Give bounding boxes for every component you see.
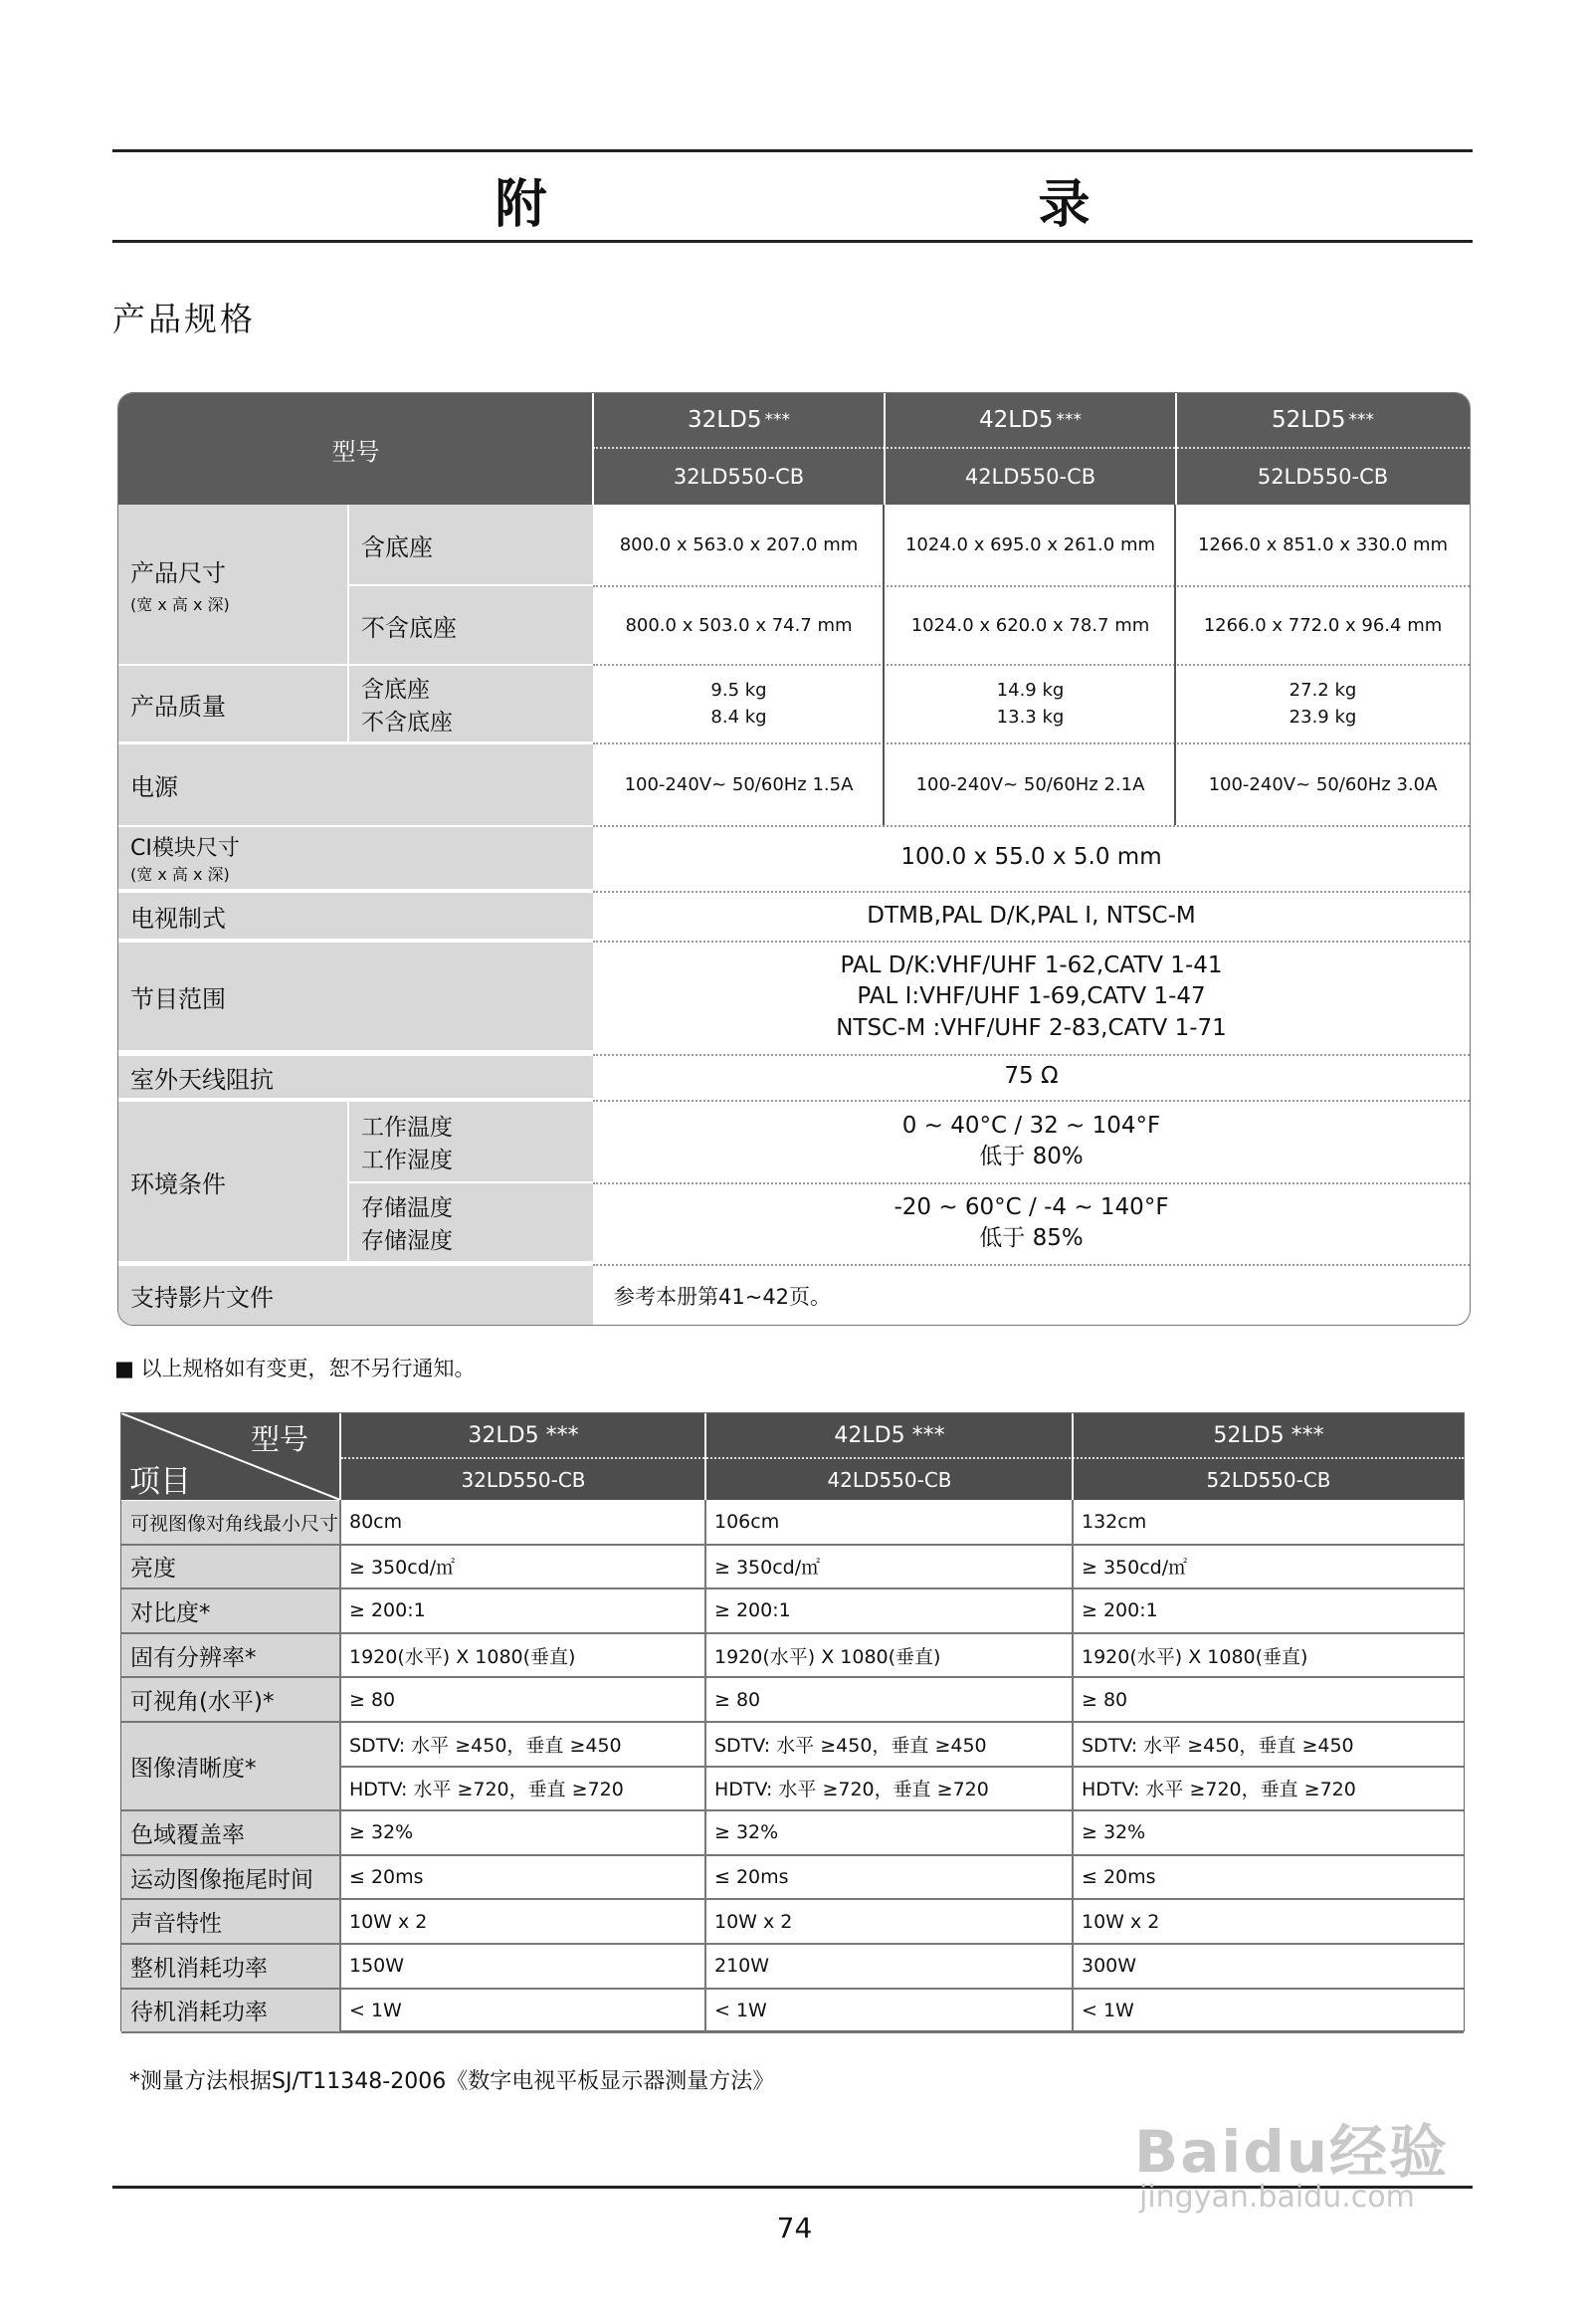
env-op-values: 0 ~ 40°C / 32 ~ 104°F 低于 80%	[901, 1112, 1161, 1169]
perf-cell: 210W	[714, 1955, 770, 1978]
submodel-header-3: 52LD550-CB	[1257, 465, 1389, 489]
weight-label: 产品质量	[118, 666, 347, 741]
perf-row-label: 亮度	[121, 1546, 339, 1588]
perf-cell: ≥ 350cd/㎡	[1082, 1557, 1188, 1580]
movie-value: 参考本册第41~42页。	[614, 1284, 832, 1309]
perf-cell: ≥ 350cd/㎡	[714, 1557, 821, 1580]
perf-cell: SDTV: 水平 ≥450，垂直 ≥450	[1082, 1734, 1354, 1757]
perf-cell: ≤ 20ms	[714, 1866, 789, 1889]
weight-1: 9.5 kg 8.4 kg	[710, 680, 767, 728]
perf-cell: 10W x 2	[349, 1910, 428, 1933]
perf-cell: ≥ 32%	[714, 1821, 779, 1844]
perf-cell: SDTV: 水平 ≥450，垂直 ≥450	[349, 1734, 622, 1757]
antenna-value: 75 Ω	[1004, 1063, 1059, 1090]
antenna-label: 室外天线阻抗	[118, 1056, 593, 1098]
watermark-url: jingyan.baidu.com	[1139, 2180, 1415, 2215]
perf-cell: 300W	[1082, 1955, 1137, 1978]
perf-cell: 106cm	[714, 1511, 780, 1534]
change-note: ■ 以上规格如有变更，恕不另行通知。	[114, 1357, 476, 1380]
perf-row-label: 图像清晰度*	[121, 1723, 339, 1809]
size-without-1: 800.0 x 503.0 x 74.7 mm	[625, 614, 853, 636]
size-without-3: 1266.0 x 772.0 x 96.4 mm	[1203, 614, 1443, 636]
perf-row-label: 固有分辨率*	[121, 1634, 339, 1677]
perf-cell: 1920(水平) X 1080(垂直)	[1082, 1645, 1308, 1668]
performance-table	[120, 1412, 1465, 2031]
perf-cell: ≥ 32%	[1082, 1821, 1146, 1844]
top-rule	[112, 149, 1473, 152]
perf-model-2: 42LD5 ***	[834, 1422, 945, 1448]
perf-cell: 132cm	[1082, 1511, 1147, 1534]
page-title: 附 录	[495, 175, 1220, 235]
watermark-logo: Baidu经验	[1134, 2118, 1450, 2186]
env-label: 环境条件	[118, 1102, 347, 1261]
perf-cell: < 1W	[714, 1999, 767, 2021]
perf-row-label: 可视角(水平)*	[121, 1678, 339, 1721]
perf-cell: SDTV: 水平 ≥450，垂直 ≥450	[714, 1734, 987, 1757]
perf-submodel-3: 52LD550-CB	[1206, 1467, 1331, 1492]
perf-cell: ≥ 350cd/㎡	[349, 1557, 456, 1580]
perf-cell: ≤ 20ms	[1082, 1866, 1156, 1889]
size-with-stand-label: 含底座	[349, 505, 593, 584]
perf-cell: 150W	[349, 1955, 405, 1978]
perf-submodel-1: 32LD550-CB	[461, 1467, 586, 1492]
power-label: 电源	[118, 744, 593, 825]
perf-row-label: 运动图像拖尾时间	[121, 1856, 339, 1899]
perf-cell: < 1W	[1082, 1999, 1134, 2021]
ci-value: 100.0 x 55.0 x 5.0 mm	[900, 844, 1162, 871]
env-st-labels: 存储温度 存储湿度	[349, 1183, 593, 1261]
tv-system-value: DTMB,PAL D/K,PAL I, NTSC-M	[867, 903, 1196, 930]
perf-cell: ≥ 200:1	[349, 1599, 426, 1622]
perf-model-label: 型号	[251, 1421, 309, 1456]
perf-row-label: 对比度*	[121, 1589, 339, 1632]
power-1: 100-240V~ 50/60Hz 1.5A	[624, 774, 854, 795]
range-value: PAL D/K:VHF/UHF 1-62,CATV 1-41 PAL I:VHF/UHF 1-69,CATV 1-47 NTSC-M :VHF/UHF 2-83,CATV 1-71	[836, 952, 1227, 1041]
perf-cell: 80cm	[349, 1511, 403, 1534]
perf-row-label: 待机消耗功率	[121, 1990, 339, 2032]
perf-row-label: 声音特性	[121, 1900, 339, 1943]
perf-cell: 10W x 2	[714, 1910, 793, 1933]
perf-row-label: 可视图像对角线最小尺寸	[121, 1501, 339, 1544]
title-rule	[112, 240, 1473, 243]
perf-cell: ≥ 80	[349, 1688, 396, 1711]
perf-cell: 10W x 2	[1082, 1910, 1160, 1933]
perf-cell: 1920(水平) X 1080(垂直)	[714, 1645, 941, 1668]
size-without-2: 1024.0 x 620.0 x 78.7 mm	[910, 614, 1150, 636]
submodel-header-1: 32LD550-CB	[673, 465, 805, 489]
submodel-header-2: 42LD550-CB	[964, 465, 1096, 489]
perf-cell: ≥ 200:1	[714, 1599, 791, 1622]
model-header-2: 42LD5 ***	[979, 407, 1082, 433]
perf-cell: < 1W	[349, 1999, 402, 2021]
perf-cell: ≥ 32%	[349, 1821, 414, 1844]
size-with-3: 1266.0 x 851.0 x 330.0 mm	[1197, 533, 1449, 555]
movie-label: 支持影片文件	[118, 1266, 593, 1325]
size-with-1: 800.0 x 563.0 x 207.0 mm	[619, 533, 859, 555]
page-number: 74	[776, 2212, 813, 2244]
tv-system-label: 电视制式	[118, 893, 593, 939]
ci-label: CI模块尺寸 (宽 x 高 x 深)	[118, 827, 593, 889]
env-op-labels: 工作温度 工作湿度	[349, 1102, 593, 1181]
weight-2: 14.9 kg 13.3 kg	[996, 680, 1065, 728]
perf-model-3: 52LD5 ***	[1213, 1422, 1324, 1448]
perf-item-label: 项目	[129, 1463, 191, 1500]
size-without-stand-label: 不含底座	[349, 586, 593, 664]
model-header-3: 52LD5 ***	[1272, 407, 1374, 433]
footnote: *测量方法根据SJ/T11348-2006《数字电视平板显示器测量方法》	[129, 2069, 775, 2094]
perf-cell: 1920(水平) X 1080(垂直)	[349, 1645, 576, 1668]
perf-cell: HDTV: 水平 ≥720，垂直 ≥720	[349, 1779, 624, 1801]
power-3: 100-240V~ 50/60Hz 3.0A	[1208, 774, 1438, 795]
weight-3: 27.2 kg 23.9 kg	[1289, 680, 1357, 728]
range-label: 节目范围	[118, 943, 593, 1050]
size-with-2: 1024.0 x 695.0 x 261.0 mm	[904, 533, 1156, 555]
weight-stand-labels: 含底座 不含底座	[349, 666, 593, 741]
perf-model-1: 32LD5 ***	[468, 1422, 579, 1448]
perf-row-label: 色域覆盖率	[121, 1811, 339, 1854]
power-2: 100-240V~ 50/60Hz 2.1A	[915, 774, 1145, 795]
perf-submodel-2: 42LD550-CB	[827, 1467, 952, 1492]
model-header-1: 32LD5 ***	[688, 407, 790, 433]
spec-table	[117, 392, 1471, 1326]
env-st-values: -20 ~ 60°C / -4 ~ 140°F 低于 85%	[894, 1193, 1169, 1251]
perf-cell: ≥ 200:1	[1082, 1599, 1158, 1622]
size-label: 产品尺寸 (宽 x 高 x 深)	[118, 505, 347, 664]
perf-row-label: 整机消耗功率	[121, 1945, 339, 1988]
perf-cell: HDTV: 水平 ≥720，垂直 ≥720	[1082, 1779, 1356, 1801]
section-title: 产品规格	[112, 300, 256, 338]
model-label: 型号	[331, 437, 380, 466]
perf-cell: HDTV: 水平 ≥720，垂直 ≥720	[714, 1779, 989, 1801]
perf-cell: ≥ 80	[714, 1688, 761, 1711]
perf-cell: ≤ 20ms	[349, 1866, 424, 1889]
perf-cell: ≥ 80	[1082, 1688, 1128, 1711]
